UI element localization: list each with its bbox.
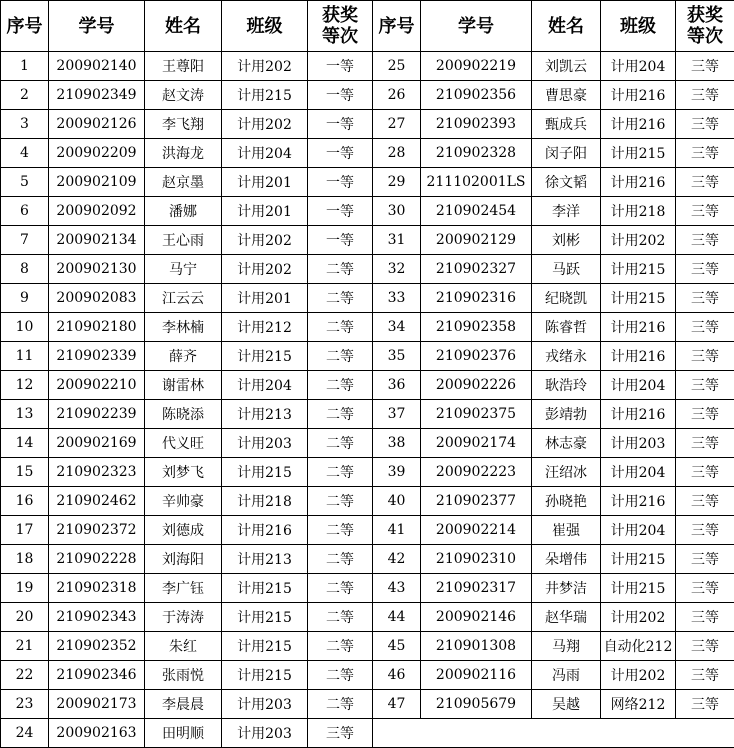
right-cell-award-level: 三等 — [676, 371, 734, 400]
right-cell-seq: 32 — [373, 255, 421, 284]
right-cell-seq: 38 — [373, 429, 421, 458]
right-cell-class: 计用204 — [601, 458, 676, 487]
right-cell-class: 计用204 — [601, 516, 676, 545]
table-row — [1, 516, 734, 545]
right-cell-award-level: 三等 — [676, 632, 734, 661]
left-cell-class: 计用213 — [222, 400, 308, 429]
right-cell-class: 自动化212 — [601, 632, 676, 661]
header-row — [1, 1, 734, 52]
left-cell-seq: 24 — [1, 719, 49, 748]
right-cell-seq: 46 — [373, 661, 421, 690]
header-award-line1: 获奖 — [322, 5, 358, 26]
left-cell-award-level: 一等 — [308, 52, 373, 81]
right-cell-seq: 45 — [373, 632, 421, 661]
left-cell-student-id: 210902318 — [49, 574, 145, 603]
right-cell-award-level: 三等 — [676, 110, 734, 139]
table-row — [1, 284, 734, 313]
left-cell-award-level: 一等 — [308, 168, 373, 197]
right-cell-seq: 35 — [373, 342, 421, 371]
right-cell-class: 计用202 — [601, 661, 676, 690]
right-cell-award-level: 三等 — [676, 603, 734, 632]
right-cell-class: 计用216 — [601, 313, 676, 342]
left-cell-class: 计用202 — [222, 226, 308, 255]
right-cell-award-level: 三等 — [676, 197, 734, 226]
header-award-level — [308, 1, 373, 52]
right-cell-seq: 31 — [373, 226, 421, 255]
right-cell-seq: 33 — [373, 284, 421, 313]
table-row — [1, 371, 734, 400]
right-cell-class: 计用215 — [601, 255, 676, 284]
right-cell-student-id: 200902219 — [421, 52, 532, 81]
right-cell-student-id: 200902129 — [421, 226, 532, 255]
left-cell-class: 计用215 — [222, 603, 308, 632]
right-cell-student-id: 210905679 — [421, 690, 532, 719]
left-cell-student-id: 200902109 — [49, 168, 145, 197]
left-cell-student-id: 200902126 — [49, 110, 145, 139]
right-cell-student-id: 200902146 — [421, 603, 532, 632]
right-cell-seq: 40 — [373, 487, 421, 516]
left-cell-seq: 20 — [1, 603, 49, 632]
left-cell-award-level: 二等 — [308, 458, 373, 487]
table-row — [1, 603, 734, 632]
right-cell-award-level: 三等 — [676, 255, 734, 284]
left-cell-seq: 12 — [1, 371, 49, 400]
left-cell-award-level: 三等 — [308, 719, 373, 748]
right-cell-name: 戎绪永 — [532, 342, 601, 371]
left-cell-name: 薛齐 — [145, 342, 222, 371]
table-row — [1, 255, 734, 284]
header-class: 班级 — [601, 1, 676, 52]
left-cell-name: 赵京墨 — [145, 168, 222, 197]
left-cell-award-level: 二等 — [308, 429, 373, 458]
left-cell-student-id: 200902134 — [49, 226, 145, 255]
left-cell-award-level: 二等 — [308, 371, 373, 400]
right-cell-name: 彭靖勃 — [532, 400, 601, 429]
left-cell-student-id: 210902323 — [49, 458, 145, 487]
header-seq: 序号 — [1, 1, 49, 52]
right-cell-award-level: 三等 — [676, 661, 734, 690]
right-cell-name: 闵子阳 — [532, 139, 601, 168]
left-cell-award-level: 二等 — [308, 255, 373, 284]
right-cell-student-id: 210902356 — [421, 81, 532, 110]
left-cell-award-level: 二等 — [308, 313, 373, 342]
left-cell-name: 赵文涛 — [145, 81, 222, 110]
left-cell-award-level: 一等 — [308, 197, 373, 226]
left-cell-award-level: 二等 — [308, 545, 373, 574]
right-cell-seq: 27 — [373, 110, 421, 139]
left-cell-name: 王尊阳 — [145, 52, 222, 81]
right-cell-class: 计用216 — [601, 400, 676, 429]
left-cell-class: 计用215 — [222, 632, 308, 661]
left-cell-seq: 22 — [1, 661, 49, 690]
left-cell-name: 王心雨 — [145, 226, 222, 255]
right-cell-student-id: 210902310 — [421, 545, 532, 574]
right-cell-class: 计用215 — [601, 574, 676, 603]
right-cell-student-id: 210902375 — [421, 400, 532, 429]
right-cell-seq: 28 — [373, 139, 421, 168]
left-cell-class: 计用215 — [222, 342, 308, 371]
right-cell-name: 赵华瑞 — [532, 603, 601, 632]
right-cell-award-level: 三等 — [676, 284, 734, 313]
right-cell-name: 刘彬 — [532, 226, 601, 255]
empty-cell — [373, 719, 734, 748]
right-cell-class: 计用218 — [601, 197, 676, 226]
right-cell-student-id: 210902316 — [421, 284, 532, 313]
right-cell-name: 崔强 — [532, 516, 601, 545]
right-cell-student-id: 210902393 — [421, 110, 532, 139]
right-cell-award-level: 三等 — [676, 313, 734, 342]
left-cell-student-id: 200902092 — [49, 197, 145, 226]
right-cell-student-id: 210901308 — [421, 632, 532, 661]
left-cell-name: 马宁 — [145, 255, 222, 284]
right-cell-class: 计用203 — [601, 429, 676, 458]
left-cell-name: 李飞翔 — [145, 110, 222, 139]
left-cell-student-id: 210902339 — [49, 342, 145, 371]
left-cell-name: 于涛涛 — [145, 603, 222, 632]
left-cell-seq: 1 — [1, 52, 49, 81]
right-cell-student-id: 210902327 — [421, 255, 532, 284]
left-cell-name: 谢雷林 — [145, 371, 222, 400]
left-cell-seq: 14 — [1, 429, 49, 458]
right-cell-student-id: 210902454 — [421, 197, 532, 226]
right-cell-student-id: 200902214 — [421, 516, 532, 545]
left-cell-name: 李广钰 — [145, 574, 222, 603]
right-cell-student-id: 200902116 — [421, 661, 532, 690]
right-cell-class: 计用216 — [601, 81, 676, 110]
left-cell-student-id: 210902349 — [49, 81, 145, 110]
left-cell-class: 计用213 — [222, 545, 308, 574]
left-cell-name: 代义旺 — [145, 429, 222, 458]
left-cell-award-level: 二等 — [308, 690, 373, 719]
right-cell-student-id: 210902328 — [421, 139, 532, 168]
left-cell-award-level: 二等 — [308, 661, 373, 690]
right-cell-award-level: 三等 — [676, 574, 734, 603]
right-cell-award-level: 三等 — [676, 52, 734, 81]
left-cell-name: 洪海龙 — [145, 139, 222, 168]
left-cell-class: 计用204 — [222, 371, 308, 400]
right-cell-name: 陈睿哲 — [532, 313, 601, 342]
table-row — [1, 313, 734, 342]
right-cell-award-level: 三等 — [676, 516, 734, 545]
left-cell-name: 江云云 — [145, 284, 222, 313]
right-cell-award-level: 三等 — [676, 139, 734, 168]
left-cell-student-id: 210902343 — [49, 603, 145, 632]
left-cell-class: 计用215 — [222, 574, 308, 603]
left-cell-seq: 18 — [1, 545, 49, 574]
table-row — [1, 719, 734, 748]
left-cell-name: 刘德成 — [145, 516, 222, 545]
table-row — [1, 52, 734, 81]
left-cell-seq: 16 — [1, 487, 49, 516]
right-cell-class: 网络212 — [601, 690, 676, 719]
left-cell-award-level: 二等 — [308, 516, 373, 545]
left-cell-name: 李晨晨 — [145, 690, 222, 719]
left-cell-class: 计用216 — [222, 516, 308, 545]
left-cell-seq: 19 — [1, 574, 49, 603]
left-cell-class: 计用201 — [222, 197, 308, 226]
left-cell-award-level: 一等 — [308, 226, 373, 255]
left-cell-name: 刘海阳 — [145, 545, 222, 574]
header-award-level — [676, 1, 734, 52]
table-row — [1, 661, 734, 690]
left-cell-class: 计用203 — [222, 690, 308, 719]
table-row — [1, 139, 734, 168]
left-cell-student-id: 210902228 — [49, 545, 145, 574]
right-cell-student-id: 200902223 — [421, 458, 532, 487]
left-cell-class: 计用203 — [222, 429, 308, 458]
left-cell-student-id: 200902130 — [49, 255, 145, 284]
left-cell-seq: 13 — [1, 400, 49, 429]
right-cell-class: 计用215 — [601, 139, 676, 168]
right-cell-seq: 34 — [373, 313, 421, 342]
right-cell-seq: 37 — [373, 400, 421, 429]
right-cell-award-level: 三等 — [676, 342, 734, 371]
left-cell-student-id: 210902346 — [49, 661, 145, 690]
right-cell-award-level: 三等 — [676, 81, 734, 110]
left-cell-award-level: 一等 — [308, 139, 373, 168]
left-cell-student-id: 200902173 — [49, 690, 145, 719]
right-cell-name: 徐文韬 — [532, 168, 601, 197]
right-cell-seq: 29 — [373, 168, 421, 197]
right-cell-seq: 36 — [373, 371, 421, 400]
left-cell-student-id: 210902462 — [49, 487, 145, 516]
table-row — [1, 168, 734, 197]
left-cell-student-id: 200902169 — [49, 429, 145, 458]
right-cell-class: 计用202 — [601, 603, 676, 632]
right-cell-seq: 42 — [373, 545, 421, 574]
left-cell-seq: 15 — [1, 458, 49, 487]
left-cell-seq: 10 — [1, 313, 49, 342]
header-award-line2: 等次 — [322, 26, 358, 47]
left-cell-class: 计用218 — [222, 487, 308, 516]
left-cell-name: 潘娜 — [145, 197, 222, 226]
right-cell-award-level: 三等 — [676, 400, 734, 429]
table-row — [1, 690, 734, 719]
right-cell-award-level: 三等 — [676, 168, 734, 197]
header-student-id: 学号 — [49, 1, 145, 52]
right-cell-class: 计用204 — [601, 371, 676, 400]
right-cell-class: 计用204 — [601, 52, 676, 81]
header-student-id: 学号 — [421, 1, 532, 52]
left-cell-name: 辛帅豪 — [145, 487, 222, 516]
left-cell-class: 计用201 — [222, 168, 308, 197]
right-cell-seq: 39 — [373, 458, 421, 487]
left-cell-student-id: 210902180 — [49, 313, 145, 342]
left-cell-seq: 11 — [1, 342, 49, 371]
table-row — [1, 574, 734, 603]
right-cell-student-id: 211102001LS — [421, 168, 532, 197]
right-cell-name: 马跃 — [532, 255, 601, 284]
right-cell-name: 林志豪 — [532, 429, 601, 458]
left-cell-award-level: 二等 — [308, 400, 373, 429]
right-cell-seq: 44 — [373, 603, 421, 632]
left-cell-name: 刘梦飞 — [145, 458, 222, 487]
left-cell-award-level: 一等 — [308, 81, 373, 110]
table-row — [1, 487, 734, 516]
right-cell-seq: 47 — [373, 690, 421, 719]
left-cell-class: 计用215 — [222, 661, 308, 690]
left-cell-student-id: 200902083 — [49, 284, 145, 313]
left-cell-student-id: 210902372 — [49, 516, 145, 545]
right-cell-name: 井梦洁 — [532, 574, 601, 603]
right-cell-class: 计用215 — [601, 545, 676, 574]
left-cell-seq: 21 — [1, 632, 49, 661]
table-row — [1, 342, 734, 371]
table-row — [1, 400, 734, 429]
header-name: 姓名 — [532, 1, 601, 52]
left-cell-award-level: 二等 — [308, 284, 373, 313]
right-cell-award-level: 三等 — [676, 487, 734, 516]
table-row — [1, 226, 734, 255]
right-cell-award-level: 三等 — [676, 458, 734, 487]
right-cell-seq: 43 — [373, 574, 421, 603]
left-cell-seq: 4 — [1, 139, 49, 168]
table-row — [1, 197, 734, 226]
right-cell-name: 冯雨 — [532, 661, 601, 690]
table-row — [1, 632, 734, 661]
right-cell-name: 孙晓艳 — [532, 487, 601, 516]
left-cell-class: 计用204 — [222, 139, 308, 168]
right-cell-name: 汪绍冰 — [532, 458, 601, 487]
right-cell-student-id: 210902317 — [421, 574, 532, 603]
right-cell-award-level: 三等 — [676, 690, 734, 719]
left-cell-student-id: 210902352 — [49, 632, 145, 661]
right-cell-award-level: 三等 — [676, 226, 734, 255]
right-cell-name: 刘凯云 — [532, 52, 601, 81]
left-cell-seq: 5 — [1, 168, 49, 197]
right-cell-award-level: 三等 — [676, 545, 734, 574]
left-cell-name: 李林楠 — [145, 313, 222, 342]
table-row — [1, 545, 734, 574]
right-cell-seq: 26 — [373, 81, 421, 110]
left-cell-seq: 17 — [1, 516, 49, 545]
table-row — [1, 429, 734, 458]
left-cell-name: 田明顺 — [145, 719, 222, 748]
left-cell-seq: 3 — [1, 110, 49, 139]
left-cell-student-id: 200902140 — [49, 52, 145, 81]
header-class: 班级 — [222, 1, 308, 52]
right-cell-name: 李洋 — [532, 197, 601, 226]
left-cell-student-id: 210902239 — [49, 400, 145, 429]
left-cell-class: 计用202 — [222, 52, 308, 81]
header-award-line2: 等次 — [687, 26, 723, 47]
left-cell-class: 计用203 — [222, 719, 308, 748]
table-row — [1, 110, 734, 139]
header-seq: 序号 — [373, 1, 421, 52]
right-cell-name: 耿浩玲 — [532, 371, 601, 400]
right-cell-student-id: 200902174 — [421, 429, 532, 458]
left-cell-award-level: 二等 — [308, 632, 373, 661]
left-cell-award-level: 二等 — [308, 603, 373, 632]
left-cell-award-level: 二等 — [308, 342, 373, 371]
left-cell-seq: 6 — [1, 197, 49, 226]
left-cell-student-id: 200902210 — [49, 371, 145, 400]
left-cell-class: 计用215 — [222, 81, 308, 110]
left-cell-award-level: 一等 — [308, 110, 373, 139]
left-cell-student-id: 200902209 — [49, 139, 145, 168]
left-cell-seq: 7 — [1, 226, 49, 255]
right-cell-class: 计用216 — [601, 168, 676, 197]
left-cell-student-id: 200902163 — [49, 719, 145, 748]
right-cell-student-id: 210902377 — [421, 487, 532, 516]
right-cell-class: 计用216 — [601, 110, 676, 139]
left-cell-name: 陈晓添 — [145, 400, 222, 429]
left-cell-award-level: 二等 — [308, 574, 373, 603]
right-cell-seq: 30 — [373, 197, 421, 226]
left-cell-class: 计用202 — [222, 255, 308, 284]
right-cell-name: 曹思豪 — [532, 81, 601, 110]
table-row — [1, 458, 734, 487]
table-body — [1, 52, 734, 748]
left-cell-seq: 8 — [1, 255, 49, 284]
right-cell-seq: 41 — [373, 516, 421, 545]
left-cell-class: 计用212 — [222, 313, 308, 342]
right-cell-class: 计用202 — [601, 226, 676, 255]
right-cell-name: 甄成兵 — [532, 110, 601, 139]
right-cell-award-level: 三等 — [676, 429, 734, 458]
left-cell-seq: 9 — [1, 284, 49, 313]
header-award-line1: 获奖 — [687, 5, 723, 26]
table-row — [1, 81, 734, 110]
left-cell-name: 张雨悦 — [145, 661, 222, 690]
left-cell-seq: 23 — [1, 690, 49, 719]
right-cell-student-id: 210902376 — [421, 342, 532, 371]
right-cell-class: 计用215 — [601, 284, 676, 313]
left-cell-class: 计用201 — [222, 284, 308, 313]
right-cell-name: 朵增伟 — [532, 545, 601, 574]
right-cell-class: 计用216 — [601, 342, 676, 371]
right-cell-name: 纪晓凯 — [532, 284, 601, 313]
left-cell-name: 朱红 — [145, 632, 222, 661]
right-cell-name: 吴越 — [532, 690, 601, 719]
right-cell-class: 计用216 — [601, 487, 676, 516]
left-cell-seq: 2 — [1, 81, 49, 110]
right-cell-student-id: 210902358 — [421, 313, 532, 342]
right-cell-seq: 25 — [373, 52, 421, 81]
right-cell-student-id: 200902226 — [421, 371, 532, 400]
header-name: 姓名 — [145, 1, 222, 52]
left-cell-award-level: 二等 — [308, 487, 373, 516]
right-cell-name: 马翔 — [532, 632, 601, 661]
left-cell-class: 计用202 — [222, 110, 308, 139]
left-cell-class: 计用215 — [222, 458, 308, 487]
